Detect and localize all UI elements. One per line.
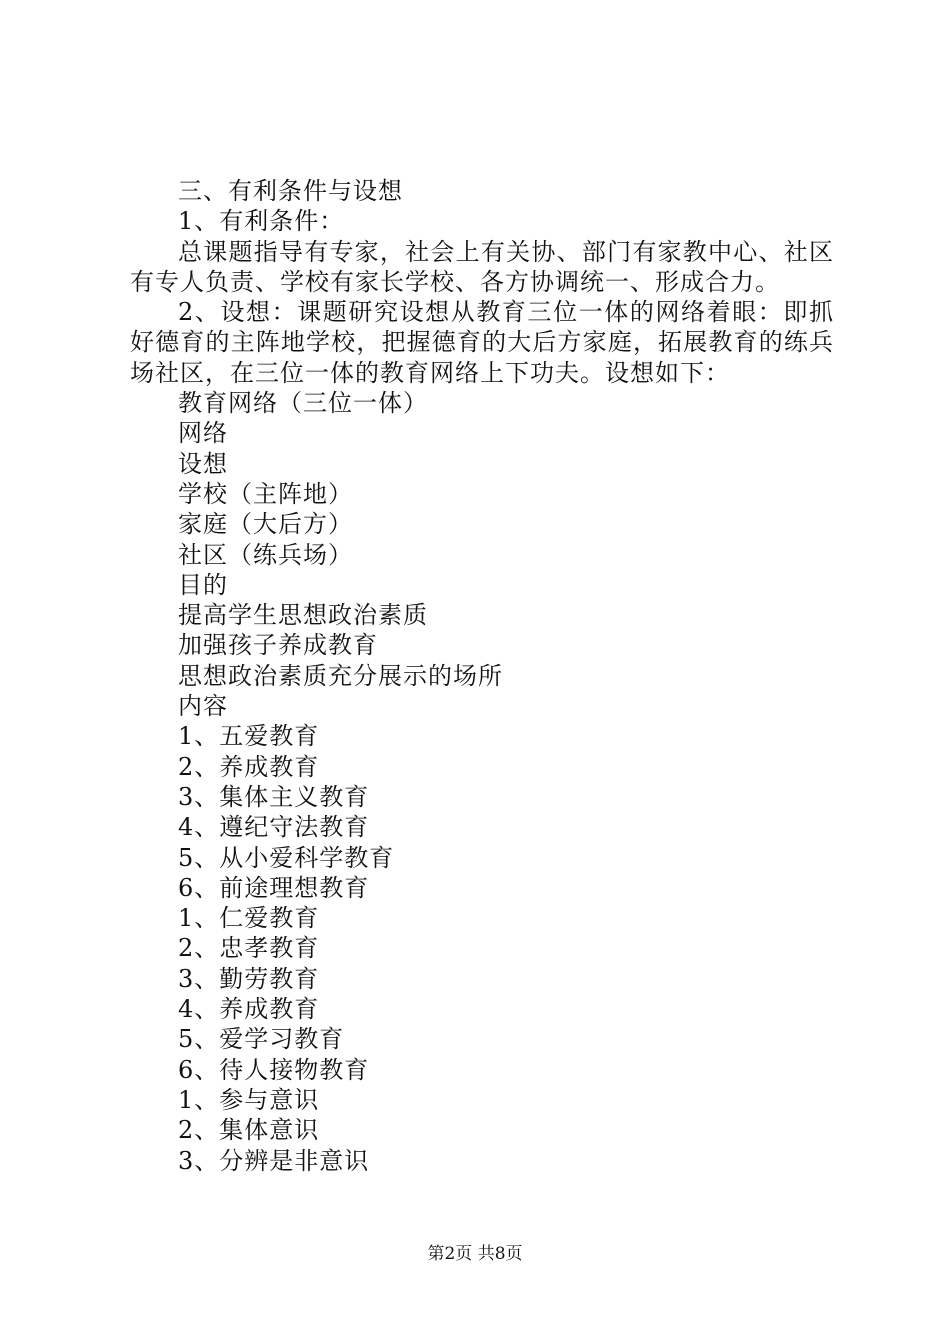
list-item: 思想政治素质充分展示的场所 bbox=[178, 661, 503, 690]
list-item: 1、参与意识 bbox=[178, 1085, 320, 1114]
list-item: 1、仁爱教育 bbox=[178, 904, 320, 933]
paragraph-conditions: 总课题指导有专家，社会上有关协、部门有家教中心、社区有专人负责、学校有家长学校、各方协调统一、形成合力。 bbox=[130, 237, 834, 296]
document-body bbox=[130, 176, 834, 1176]
list-item: 2、养成教育 bbox=[178, 752, 320, 781]
list-item: 目的 bbox=[178, 570, 228, 599]
list-item: 设想 bbox=[178, 449, 228, 478]
list-item: 加强孩子养成教育 bbox=[178, 631, 378, 660]
list-item: 5、从小爱科学教育 bbox=[178, 843, 395, 872]
list-item: 2、忠孝教育 bbox=[178, 934, 320, 963]
list-item: 教育网络（三位一体） bbox=[178, 389, 428, 418]
list-item: 社区（练兵场） bbox=[178, 540, 353, 569]
list-item: 4、遵纪守法教育 bbox=[178, 813, 370, 842]
list-item: 3、勤劳教育 bbox=[178, 964, 320, 993]
page-number-footer: 第2页 共8页 bbox=[427, 1244, 523, 1264]
list-item: 家庭（大后方） bbox=[178, 510, 353, 539]
subheading-favorable-conditions: 1、有利条件： bbox=[178, 207, 345, 236]
list-item: 3、集体主义教育 bbox=[178, 782, 370, 811]
section-heading: 三、有利条件与设想 bbox=[178, 177, 403, 205]
list-item: 5、爱学习教育 bbox=[178, 1025, 345, 1054]
list-item: 4、养成教育 bbox=[178, 995, 320, 1024]
list-item: 6、前途理想教育 bbox=[178, 873, 370, 902]
list-item: 网络 bbox=[178, 419, 228, 448]
list-item: 学校（主阵地） bbox=[178, 479, 353, 508]
paragraph-plan: 2、设想：课题研究设想从教育三位一体的网络着眼：即抓好德育的主阵地学校，把握德育的大后方家庭，拓展教育的练兵场社区，在三位一体的教育网络上下功夫。设想如下： bbox=[130, 298, 834, 387]
list-item: 6、待人接物教育 bbox=[178, 1055, 370, 1084]
list-item: 2、集体意识 bbox=[178, 1116, 320, 1145]
list-item: 提高学生思想政治素质 bbox=[178, 601, 428, 630]
list-item: 内容 bbox=[178, 692, 228, 721]
list-item: 3、分辨是非意识 bbox=[178, 1146, 370, 1175]
list-item: 1、五爱教育 bbox=[178, 722, 320, 751]
